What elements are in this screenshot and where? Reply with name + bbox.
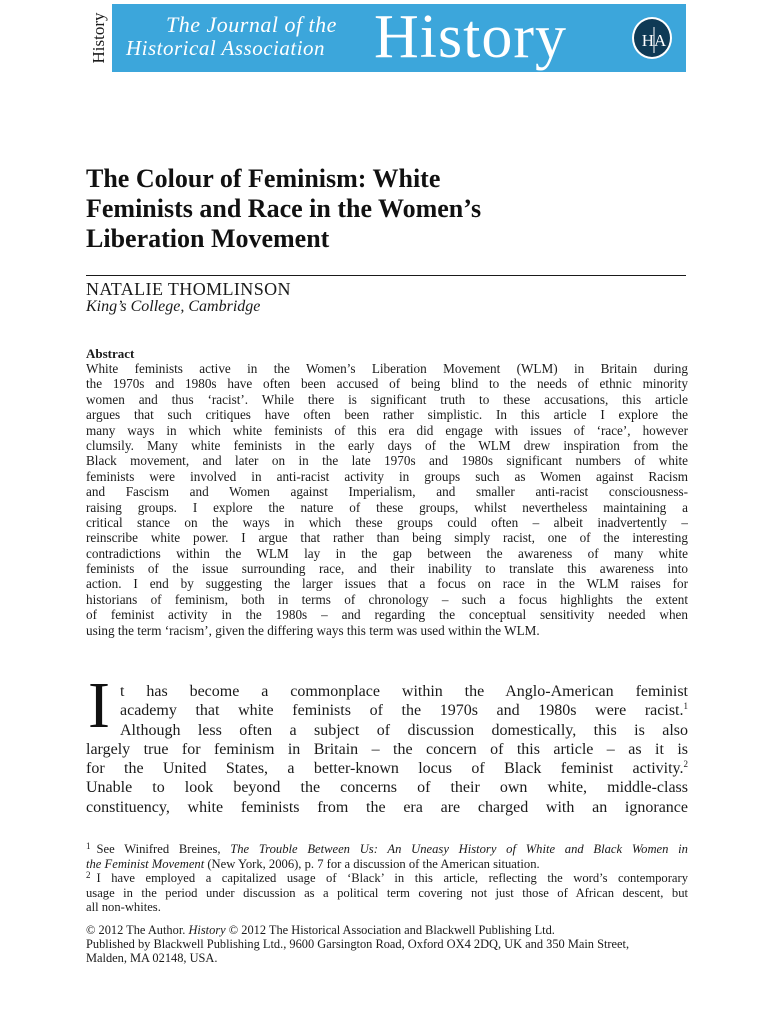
article-title (86, 164, 646, 254)
abstract-line: historians of feminism, both in terms of chronology – such a focus highlights the extent (86, 591, 688, 607)
title-divider (86, 275, 686, 276)
body-line (86, 701, 688, 720)
footnote-2 (86, 871, 688, 886)
title-line: The Colour of Feminism: White (86, 164, 441, 193)
copyright-line (86, 923, 688, 937)
journal-banner (112, 4, 686, 72)
abstract-line: Black movement, and later on in the late 1970s and 1980s significant numbers of white (86, 453, 688, 469)
abstract-line: using the term ‘racism’, given the differing ways this term was used within the WLM. (86, 622, 540, 638)
footnote-ref[interactable]: 1 (683, 701, 688, 712)
copyright-text: © 2012 The Author. (86, 923, 189, 937)
abstract-line: reinscribe white power. I argue that rather than being simply racist, one of the interesting (86, 530, 688, 546)
abstract-text (86, 361, 688, 638)
historical-association-seal-icon (632, 17, 672, 59)
abstract-line: many ways in which white feminists of this era did engage with issues of ‘race’, however (86, 422, 688, 438)
footnote-text: I have employed a capitalized usage of ‘Black’ in this article, reflecting the word’s contemporary (96, 871, 688, 885)
abstract-line: action. I end by suggesting the larger issues that a focus on race in the WLM raises for (86, 576, 688, 592)
abstract-heading: Abstract (86, 346, 135, 361)
abstract-line: of feminist activity in the 1980s – and regarding the conceptual sensitivity needed when (86, 607, 688, 623)
publisher-line: Published by Blackwell Publishing Ltd., 9600 Garsington Road, Oxford OX4 2DQ, UK and 350 Main Street, (86, 937, 630, 951)
title-line: Feminists and Race in the Women’s (86, 194, 482, 223)
abstract-line: critical stance on the ways in which these groups could often – albeit inadvertently – (86, 514, 688, 530)
copyright-text: © 2012 The Historical Association and Blackwell Publishing Ltd. (225, 923, 555, 937)
abstract-line: contradictions within the WLM lay in the gap between the awareness of many white (86, 545, 688, 561)
drop-cap: I (88, 669, 110, 742)
author-affiliation: King’s College, Cambridge (86, 298, 261, 315)
journal-brand: History (374, 3, 567, 71)
abstract-line: White feminists active in the Women’s Liberation Movement (WLM) in Britain during (86, 361, 688, 376)
journal-spine (86, 4, 112, 72)
abstract-line: women and thus ‘racist’. While there is significant truth to these accusations, this article (86, 391, 688, 407)
abstract-line: the 1970s and 1980s have often been accused of being blind to the needs of ethnic minority (86, 376, 688, 392)
body-line: Although less often a subject of discussion domestically, this is also (120, 721, 688, 739)
abstract-line: feminists were involved in anti-racist activity in groups such as Women against Racism (86, 468, 688, 484)
footnote-1-cont (86, 857, 688, 872)
seal-letters: HA (641, 31, 667, 50)
footnote-mark: 1 (86, 842, 91, 851)
footnote-2-cont: all non-whites. (86, 900, 161, 914)
body-line: t has become a commonplace within the Anglo-American feminist (120, 683, 688, 700)
footnote-2-cont: usage in the period under discussion as a political term covering not just those of African descent, but (86, 885, 688, 900)
footnote-book-title: The Trouble Between Us: An Uneasy History of White and Black Women in (230, 842, 688, 856)
body-line: constituency, white feminists from the era are charged with an ignorance (86, 798, 688, 816)
body-line: Unable to look beyond the concerns of their own white, middle-class (86, 779, 688, 797)
abstract-line: and Fascism and Women against Imperialism, and smaller anti-racist consciousness- (86, 484, 688, 500)
footnote-1 (86, 842, 688, 857)
journal-name-line1: The Journal of the (166, 12, 337, 37)
journal-name-line2: Historical Association (126, 36, 326, 60)
footnote-text: See Winifred Breines, (96, 842, 231, 856)
footnotes (86, 842, 688, 915)
publisher-address-line: Malden, MA 02148, USA. (86, 951, 218, 965)
abstract-line: raising groups. I explore the nature of these groups, whilst nevertheless maintaining a (86, 499, 688, 515)
spine-label: History (89, 12, 108, 64)
body-line: largely true for feminism in Britain – the concern of this article – as it is (86, 740, 688, 758)
footnote-book-title: the Feminist Movement (86, 856, 205, 871)
abstract-line: feminists of the issue surrounding race, and their inability to translate this awareness into (86, 561, 688, 577)
footnote-mark: 2 (86, 871, 91, 880)
body-line-text: academy that white feminists of the 1970s and 1980s were racist. (120, 702, 684, 720)
title-line: Liberation Movement (86, 224, 330, 253)
body-text (86, 682, 688, 817)
body-line (86, 759, 688, 778)
copyright-journal: History (188, 923, 226, 937)
copyright-notice (86, 923, 688, 965)
abstract-line: clumsily. Many white feminists in the early days of the WLM drew inspiration from the (86, 437, 688, 453)
abstract-line: argues that such critiques have often been rather simplistic. In this article I explore the (86, 407, 688, 423)
body-line-text: for the United States, a better-known locus of Black feminist activity. (86, 760, 684, 778)
author-name: NATALIE THOMLINSON (86, 279, 291, 299)
footnote-ref[interactable]: 2 (683, 759, 688, 770)
footnote-text: (New York, 2006), p. 7 for a discussion of the American situation. (204, 856, 540, 871)
